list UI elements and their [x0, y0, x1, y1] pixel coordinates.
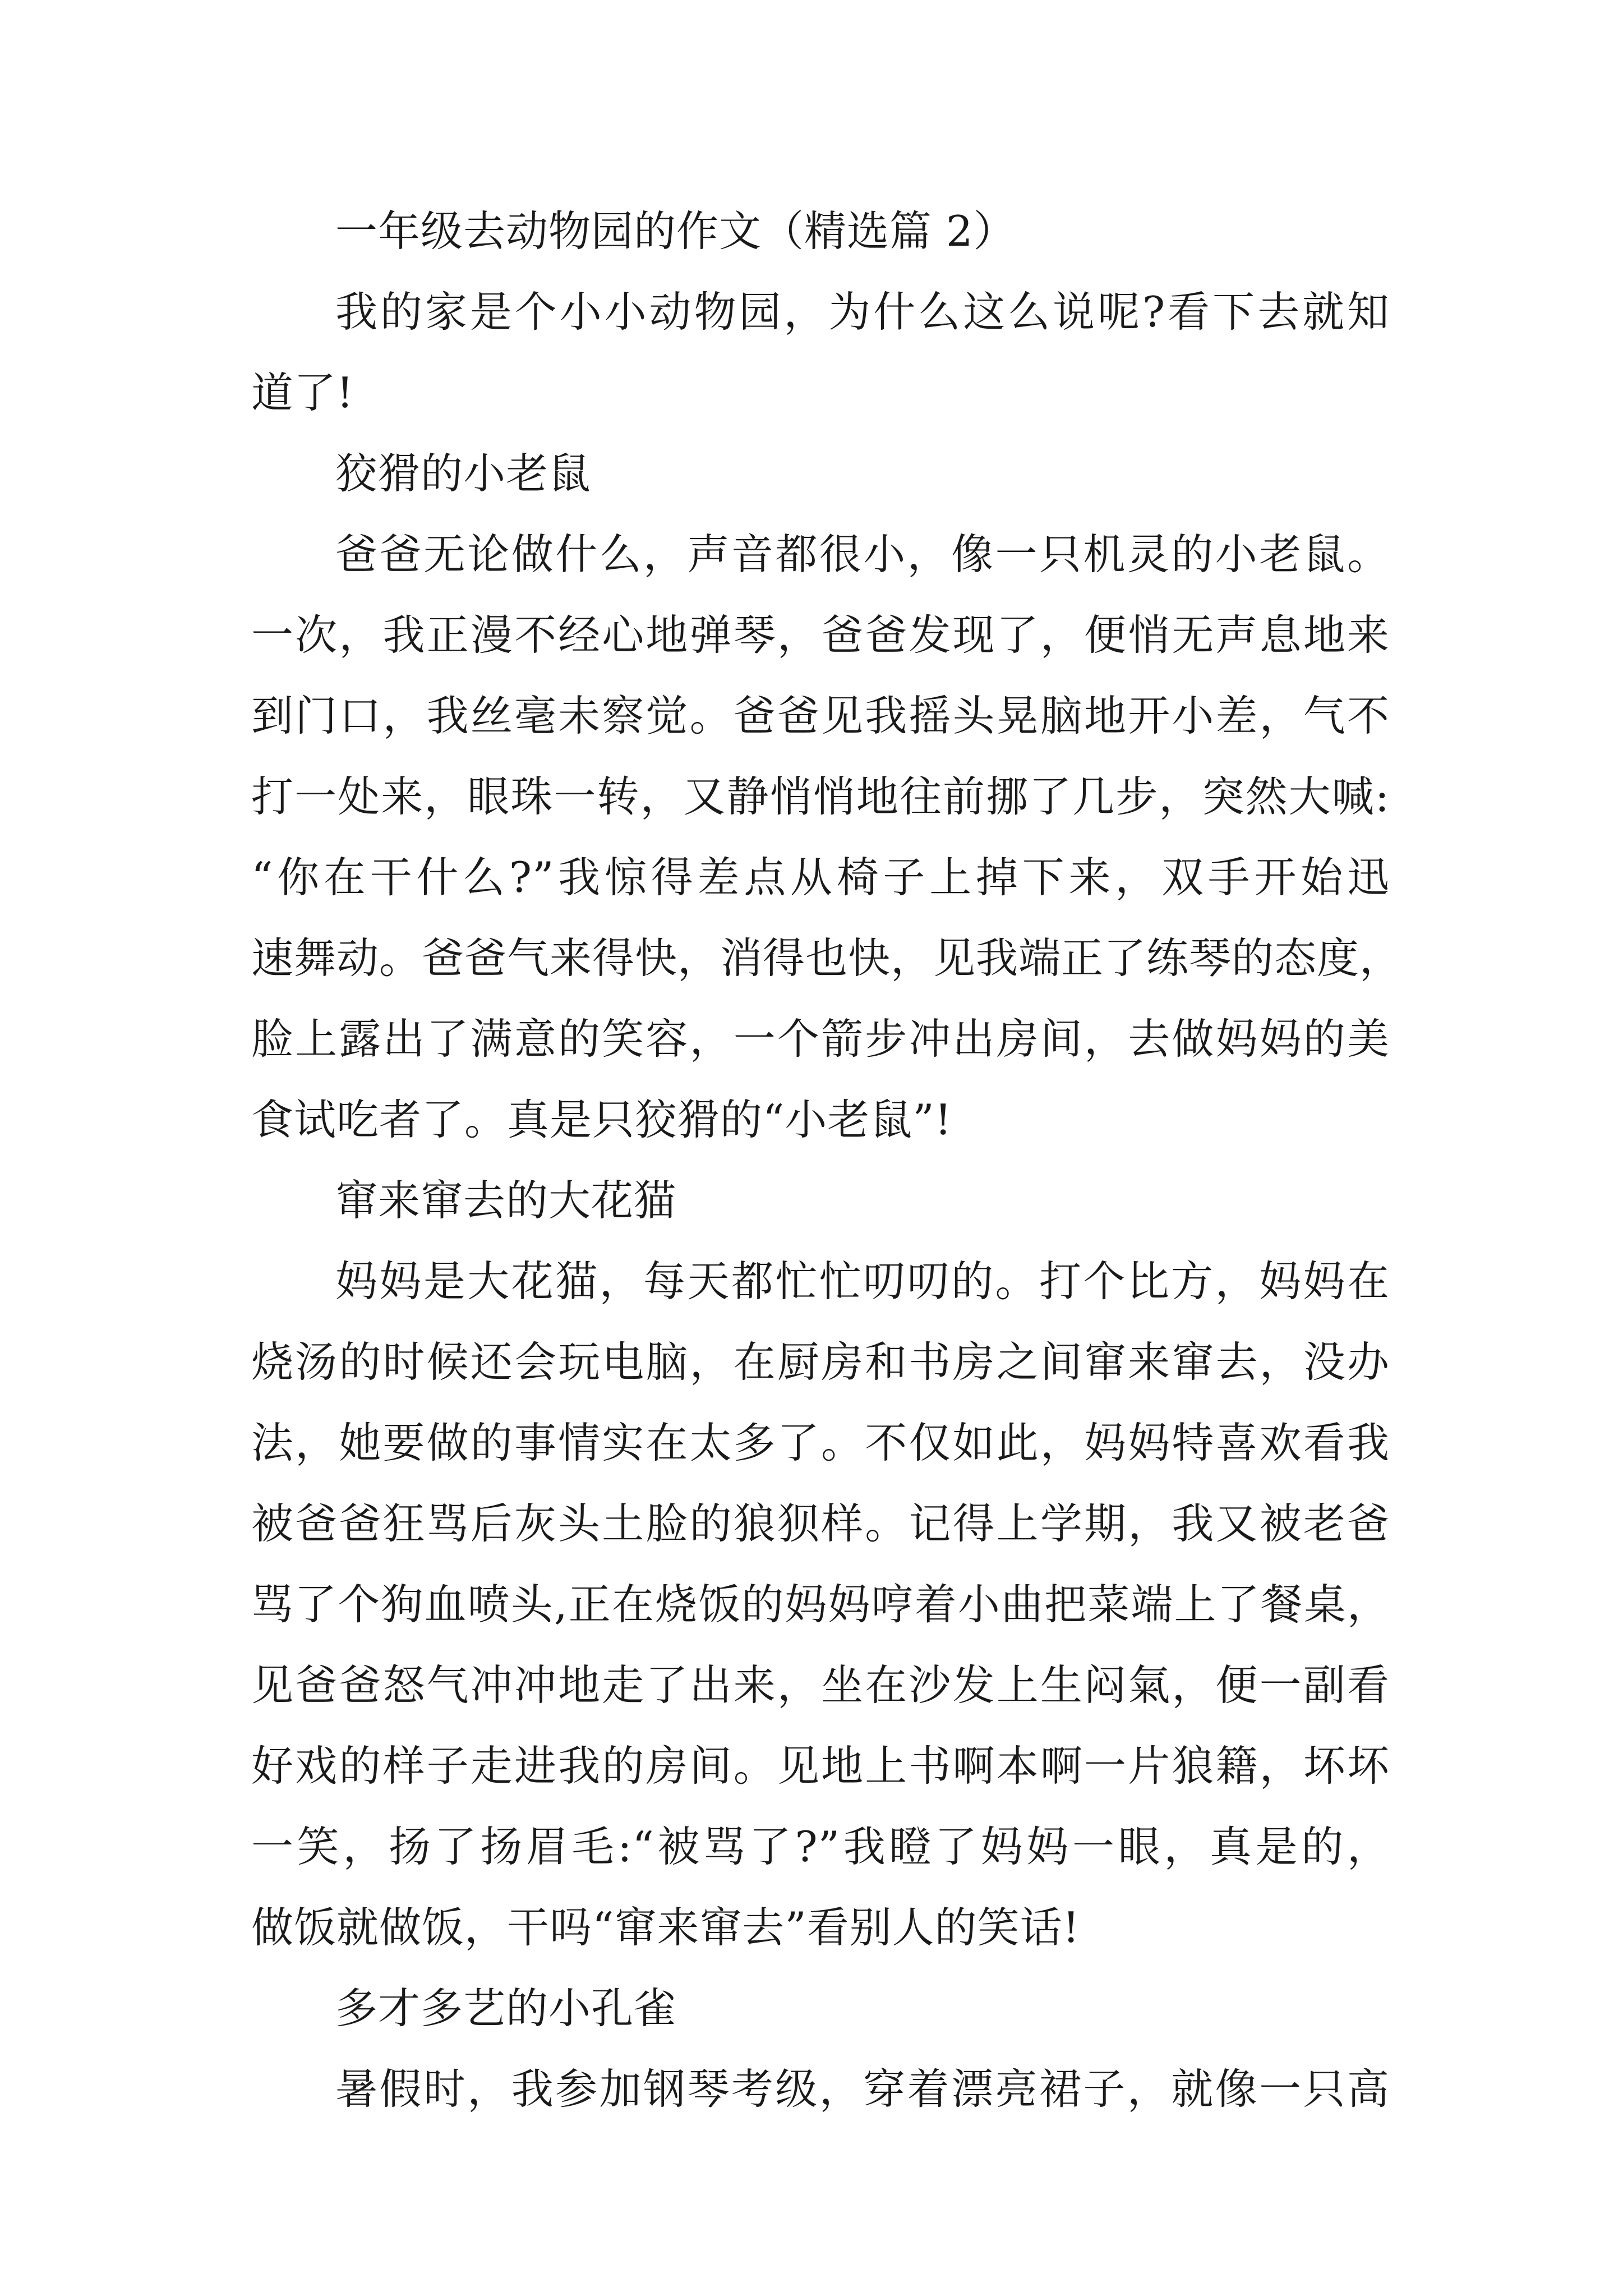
paragraph-line: “你在干什么?”我惊得差点从椅子上掉下来，双手开始迅 — [251, 853, 1390, 902]
paragraph-line: 爸爸无论做什么，声音都很小，像一只机灵的小老鼠。 — [335, 530, 1390, 579]
section-heading: 多才多艺的小孔雀 — [335, 1984, 677, 2033]
paragraph-line: 一次，我正漫不经心地弹琴，爸爸发现了，便悄无声息地来 — [251, 610, 1390, 660]
paragraph-line: 道了! — [251, 368, 354, 417]
paragraph-line: 我的家是个小小动物园，为什么这么说呢?看下去就知 — [335, 287, 1390, 337]
paragraph-line: 一笑，扬了扬眉毛:“被骂了?”我瞪了妈妈一眼，真是的， — [251, 1822, 1390, 1871]
paragraph-line: 好戏的样子走进我的房间。见地上书啊本啊一片狼籍，坏坏 — [251, 1741, 1390, 1791]
paragraph-line: 做饭就做饭，干吗“窜来窜去”看别人的笑话! — [251, 1903, 1080, 1952]
paragraph-line: 速舞动。爸爸气来得快，消得也快，见我端正了练琴的态度， — [251, 933, 1403, 983]
paragraph-line: 见爸爸怒气冲冲地走了出来，坐在沙发上生闷氣，便一副看 — [251, 1660, 1390, 1710]
paragraph-line: 烧汤的时候还会玩电脑，在厨房和书房之间窜来窜去，没办 — [251, 1337, 1390, 1387]
paragraph-line: 暑假时，我参加钢琴考级，穿着漂亮裙子，就像一只高 — [335, 2064, 1390, 2114]
section-heading: 窜来窜去的大花猫 — [335, 1176, 677, 1225]
paragraph-line: 法，她要做的事情实在太多了。不仅如此，妈妈特喜欢看我 — [251, 1418, 1390, 1467]
paragraph-line: 脸上露出了满意的笑容，一个箭步冲出房间，去做妈妈的美 — [251, 1014, 1390, 1064]
section-heading: 狡猾的小老鼠 — [335, 449, 592, 498]
paragraph-line: 打一处来，眼珠一转，又静悄悄地往前挪了几步，突然大喊: — [251, 772, 1390, 821]
essay-title: 一年级去动物园的作文（精选篇 2） — [335, 206, 1016, 256]
paragraph-line: 妈妈是大花猫，每天都忙忙叨叨的。打个比方，妈妈在 — [335, 1257, 1390, 1306]
paragraph-line: 食试吃者了。真是只狡猾的“小老鼠”! — [251, 1095, 952, 1144]
paragraph-line: 被爸爸狂骂后灰头土脸的狼狈样。记得上学期，我又被老爸 — [251, 1499, 1390, 1548]
paragraph-line: 骂了个狗血喷头,正在烧饭的妈妈哼着小曲把菜端上了餐桌， — [251, 1580, 1390, 1629]
essay-body — [251, 191, 1403, 2129]
paragraph-line: 到门口，我丝毫未察觉。爸爸见我摇头晃脑地开小差，气不 — [251, 691, 1390, 740]
